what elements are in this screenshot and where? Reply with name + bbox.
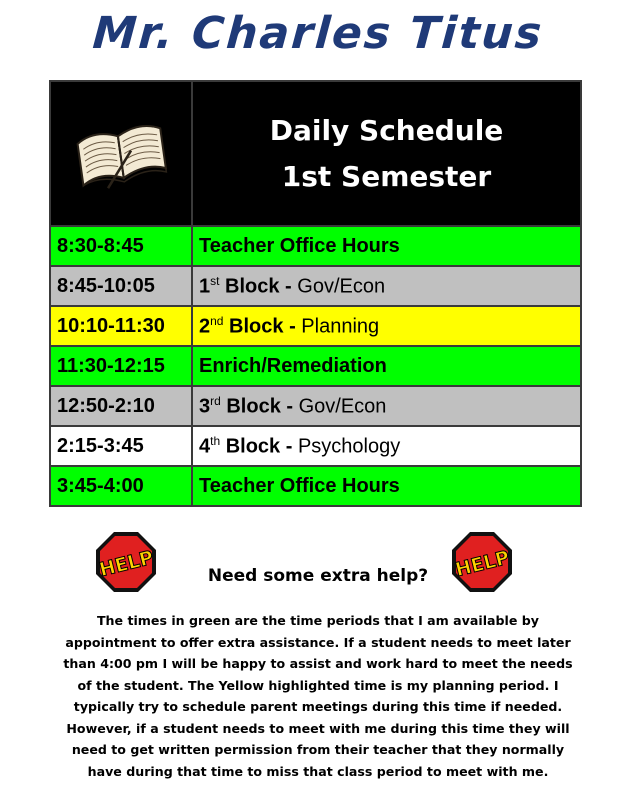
block-label: Block - xyxy=(225,275,292,298)
book-cell xyxy=(50,81,192,226)
help-badge-text: HELP xyxy=(453,546,512,582)
block-ordinal: st xyxy=(210,273,220,288)
activity-cell xyxy=(192,426,581,466)
help-badge-text: HELP xyxy=(97,546,156,582)
help-paragraph: The times in green are the time periods that I am available by appointment to offer extra assistance. If a student needs to meet later than 4:00 pm I will be happy to assist and work hard to meet the needs of the student. The Yellow highlighted time is my planning period. I typically try to schedule parent meetings during this time if needed. However, if a student needs to meet with me during this time they will need to get written permission from their teacher that they normally have during that time to miss that class period to meet with me. xyxy=(63,613,573,779)
activity-name: Psychology xyxy=(297,435,401,458)
schedule-row xyxy=(50,386,581,426)
activity-cell: Teacher Office Hours xyxy=(192,466,581,506)
block-label: Block - xyxy=(226,395,294,418)
time-cell: 8:30-8:45 xyxy=(50,226,192,266)
time-cell: 12:50-2:10 xyxy=(50,386,192,426)
help-question: Need some extra help? xyxy=(207,566,429,586)
block-ordinal: th xyxy=(210,433,221,448)
activity-name: Planning xyxy=(301,315,380,338)
schedule-row xyxy=(50,306,581,346)
schedule-row xyxy=(50,346,581,386)
activity-cell xyxy=(192,266,581,306)
schedule-row xyxy=(50,466,581,506)
block-number: 4 xyxy=(199,435,211,458)
schedule-header-row xyxy=(50,81,581,226)
time-cell: 11:30-12:15 xyxy=(50,346,192,386)
open-book-icon xyxy=(73,112,169,190)
time-cell: 2:15-3:45 xyxy=(50,426,192,466)
activity-cell: Teacher Office Hours xyxy=(192,226,581,266)
time-cell: 10:10-11:30 xyxy=(50,306,192,346)
block-ordinal: nd xyxy=(210,313,224,328)
activity-name: Gov/Econ xyxy=(297,275,386,298)
schedule-row xyxy=(50,226,581,266)
schedule-heading: Daily Schedule xyxy=(269,113,504,147)
block-number: 1 xyxy=(199,275,211,298)
schedule-row xyxy=(50,266,581,306)
block-label: Block - xyxy=(229,315,296,338)
block-label: Block - xyxy=(225,435,293,458)
schedule-row xyxy=(50,426,581,466)
block-ordinal: rd xyxy=(210,393,221,408)
schedule-subheading: 1st Semester xyxy=(281,159,492,193)
time-cell: 8:45-10:05 xyxy=(50,266,192,306)
schedule-heading-cell xyxy=(192,81,581,226)
activity-cell xyxy=(192,306,581,346)
activity-cell xyxy=(192,386,581,426)
activity-name: Gov/Econ xyxy=(298,395,387,418)
schedule-table xyxy=(49,80,582,507)
block-number: 2 xyxy=(199,315,211,338)
activity-cell: Enrich/Remediation xyxy=(192,346,581,386)
block-number: 3 xyxy=(199,395,211,418)
page-title: Mr. Charles Titus xyxy=(91,8,545,59)
time-cell: 3:45-4:00 xyxy=(50,466,192,506)
